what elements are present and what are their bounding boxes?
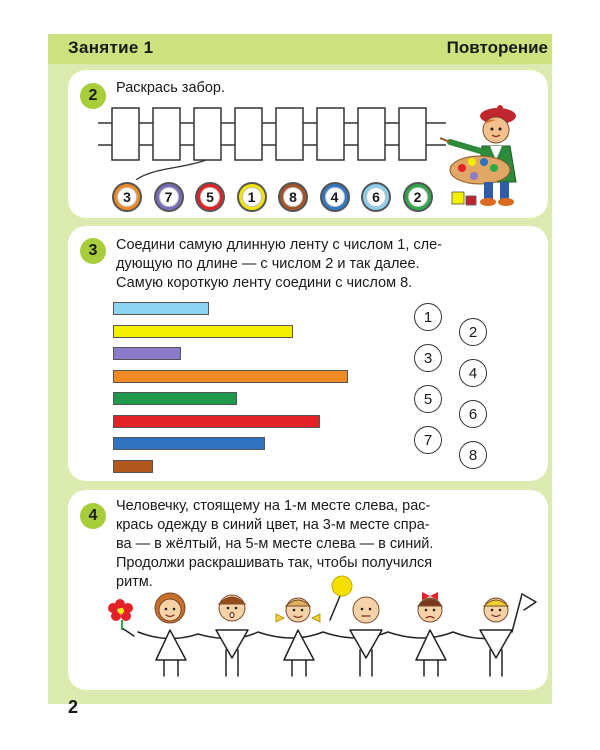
task-3-line: Соедини самую длинную ленту с числом 1, сле-: [116, 237, 442, 253]
task-3-line: Самую короткую ленту соедини с числом 8.: [116, 275, 413, 291]
task-3-badge: 3: [80, 238, 106, 264]
ribbon[interactable]: [113, 347, 181, 360]
color-ball[interactable]: [154, 182, 184, 212]
color-ball[interactable]: [112, 182, 142, 212]
task-3-text: [116, 236, 538, 293]
task-2-badge: 2: [80, 83, 106, 109]
number-circle[interactable]: 5: [414, 385, 442, 413]
ribbon[interactable]: [113, 325, 293, 338]
task-4-line: ва — в жёлтый, на 5-м месте слева — в синий.: [116, 536, 434, 552]
page-number: 2: [68, 697, 79, 717]
task-4-line: ритм.: [116, 574, 153, 590]
color-ball[interactable]: [237, 182, 267, 212]
ribbon[interactable]: [113, 302, 209, 315]
ribbon[interactable]: [113, 370, 348, 383]
fence-drawing[interactable]: [96, 100, 456, 180]
ribbon[interactable]: [113, 392, 237, 405]
color-ball-label: 1: [242, 187, 262, 207]
color-ball[interactable]: [403, 182, 433, 212]
ribbon[interactable]: [113, 460, 153, 473]
task-4-badge: 4: [80, 503, 106, 529]
task-3-line: дующую по длине — с числом 2 и так далее.: [116, 256, 420, 272]
ribbon[interactable]: [113, 415, 320, 428]
task-2-text: Раскрась забор.: [116, 80, 225, 96]
task-4-line: Продолжи раскрашивать так, чтобы получился: [116, 555, 433, 571]
task-4-line: Человечку, стоящему на 1-м месте слева, рас-: [116, 498, 431, 514]
color-ball[interactable]: [278, 182, 308, 212]
color-ball-label: 8: [283, 187, 303, 207]
color-ball-label: 2: [408, 187, 428, 207]
number-circle[interactable]: 2: [459, 318, 487, 346]
painter-boy-illustration: [440, 104, 540, 212]
task-4-line: крась одежду в синий цвет, на 3-м месте спра-: [116, 517, 430, 533]
color-ball[interactable]: [195, 182, 225, 212]
color-ball-label: 7: [159, 187, 179, 207]
color-ball-label: 4: [325, 187, 345, 207]
ribbon[interactable]: [113, 437, 265, 450]
children-row-drawing[interactable]: [108, 574, 548, 684]
number-circle[interactable]: 3: [414, 344, 442, 372]
number-circle[interactable]: 7: [414, 426, 442, 454]
lesson-title: Занятие 1: [68, 38, 154, 57]
number-circle[interactable]: 8: [459, 441, 487, 469]
number-circle[interactable]: 4: [459, 359, 487, 387]
color-ball-label: 3: [117, 187, 137, 207]
color-ball-label: 5: [200, 187, 220, 207]
number-circle[interactable]: 1: [414, 303, 442, 331]
number-circle[interactable]: 6: [459, 400, 487, 428]
color-ball[interactable]: [320, 182, 350, 212]
color-ball-label: 6: [366, 187, 386, 207]
color-ball[interactable]: [361, 182, 391, 212]
topic-title: Повторение: [446, 38, 548, 57]
